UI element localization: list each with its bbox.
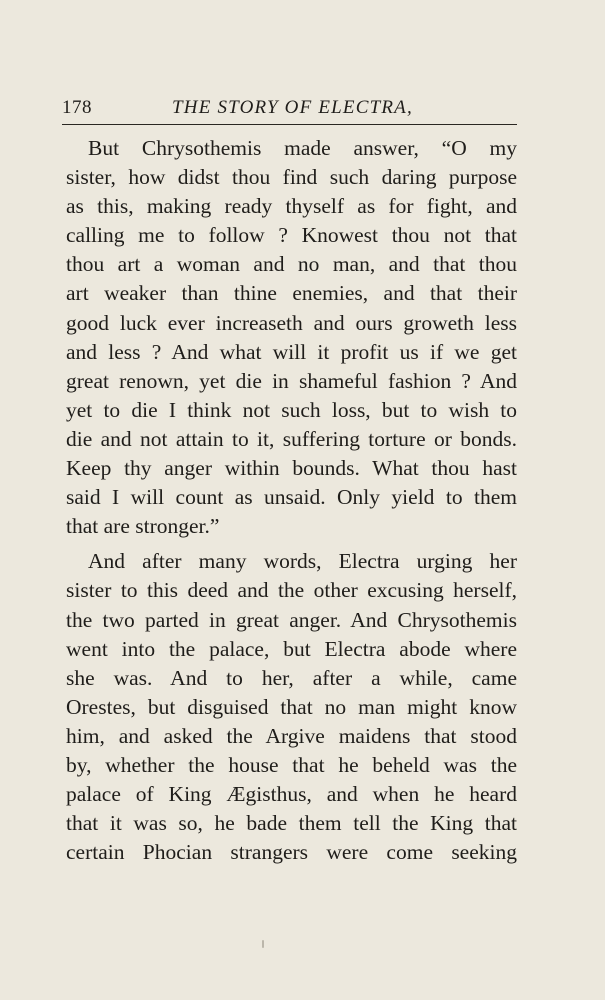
text-line: said I will count as unsaid. Only yield to them — [66, 485, 517, 510]
running-title: THE STORY OF ELECTRA, — [172, 97, 413, 118]
text-line: that it was so, he bade them tell the King that — [66, 811, 517, 836]
text-line: him, and asked the Argive maidens that stood — [66, 723, 517, 748]
text-line: sister to this deed and the other excusing herself, — [66, 578, 517, 603]
text-line: Orestes, but disguised that no man might know — [66, 694, 517, 719]
page-number: 178 — [62, 97, 92, 118]
text-line: that are stronger.” — [66, 514, 220, 539]
text-line: But Chrysothemis made answer, “O my — [88, 136, 517, 160]
text-line: thou art a woman and no man, and that thou — [66, 252, 517, 277]
text-line: went into the palace, but Electra abode where — [66, 636, 517, 661]
text-line: by, whether the house that he beheld was the — [66, 752, 517, 777]
paper-speck — [262, 940, 264, 948]
body-text — [66, 134, 517, 867]
text-line: die and not attain to it, suffering torture or bonds. — [66, 426, 517, 451]
text-line: art weaker than thine enemies, and that their — [66, 281, 517, 306]
text-line: great renown, yet die in shameful fashion ? And — [66, 368, 517, 393]
text-line: sister, how didst thou find such daring purpose — [66, 165, 517, 190]
page-header — [62, 97, 517, 125]
paragraph — [66, 134, 517, 541]
text-line: she was. And to her, after a while, came — [66, 665, 517, 690]
text-line: good luck ever increaseth and ours groweth less — [66, 310, 517, 335]
paragraph — [66, 547, 517, 867]
text-line: certain Phocian strangers were come seeking — [66, 840, 517, 865]
text-line: Keep thy anger within bounds. What thou hast — [66, 456, 517, 481]
header-rule — [62, 124, 517, 125]
text-line: the two parted in great anger. And Chrysothemis — [66, 607, 517, 632]
text-line: calling me to follow ? Knowest thou not that — [66, 223, 517, 248]
text-line: yet to die I think not such loss, but to wish to — [66, 397, 517, 422]
text-line: palace of King Ægisthus, and when he heard — [66, 782, 517, 807]
text-line: as this, making ready thyself as for fight, and — [66, 194, 517, 219]
text-line: And after many words, Electra urging her — [88, 549, 517, 574]
text-line: and less ? And what will it profit us if we get — [66, 339, 517, 364]
